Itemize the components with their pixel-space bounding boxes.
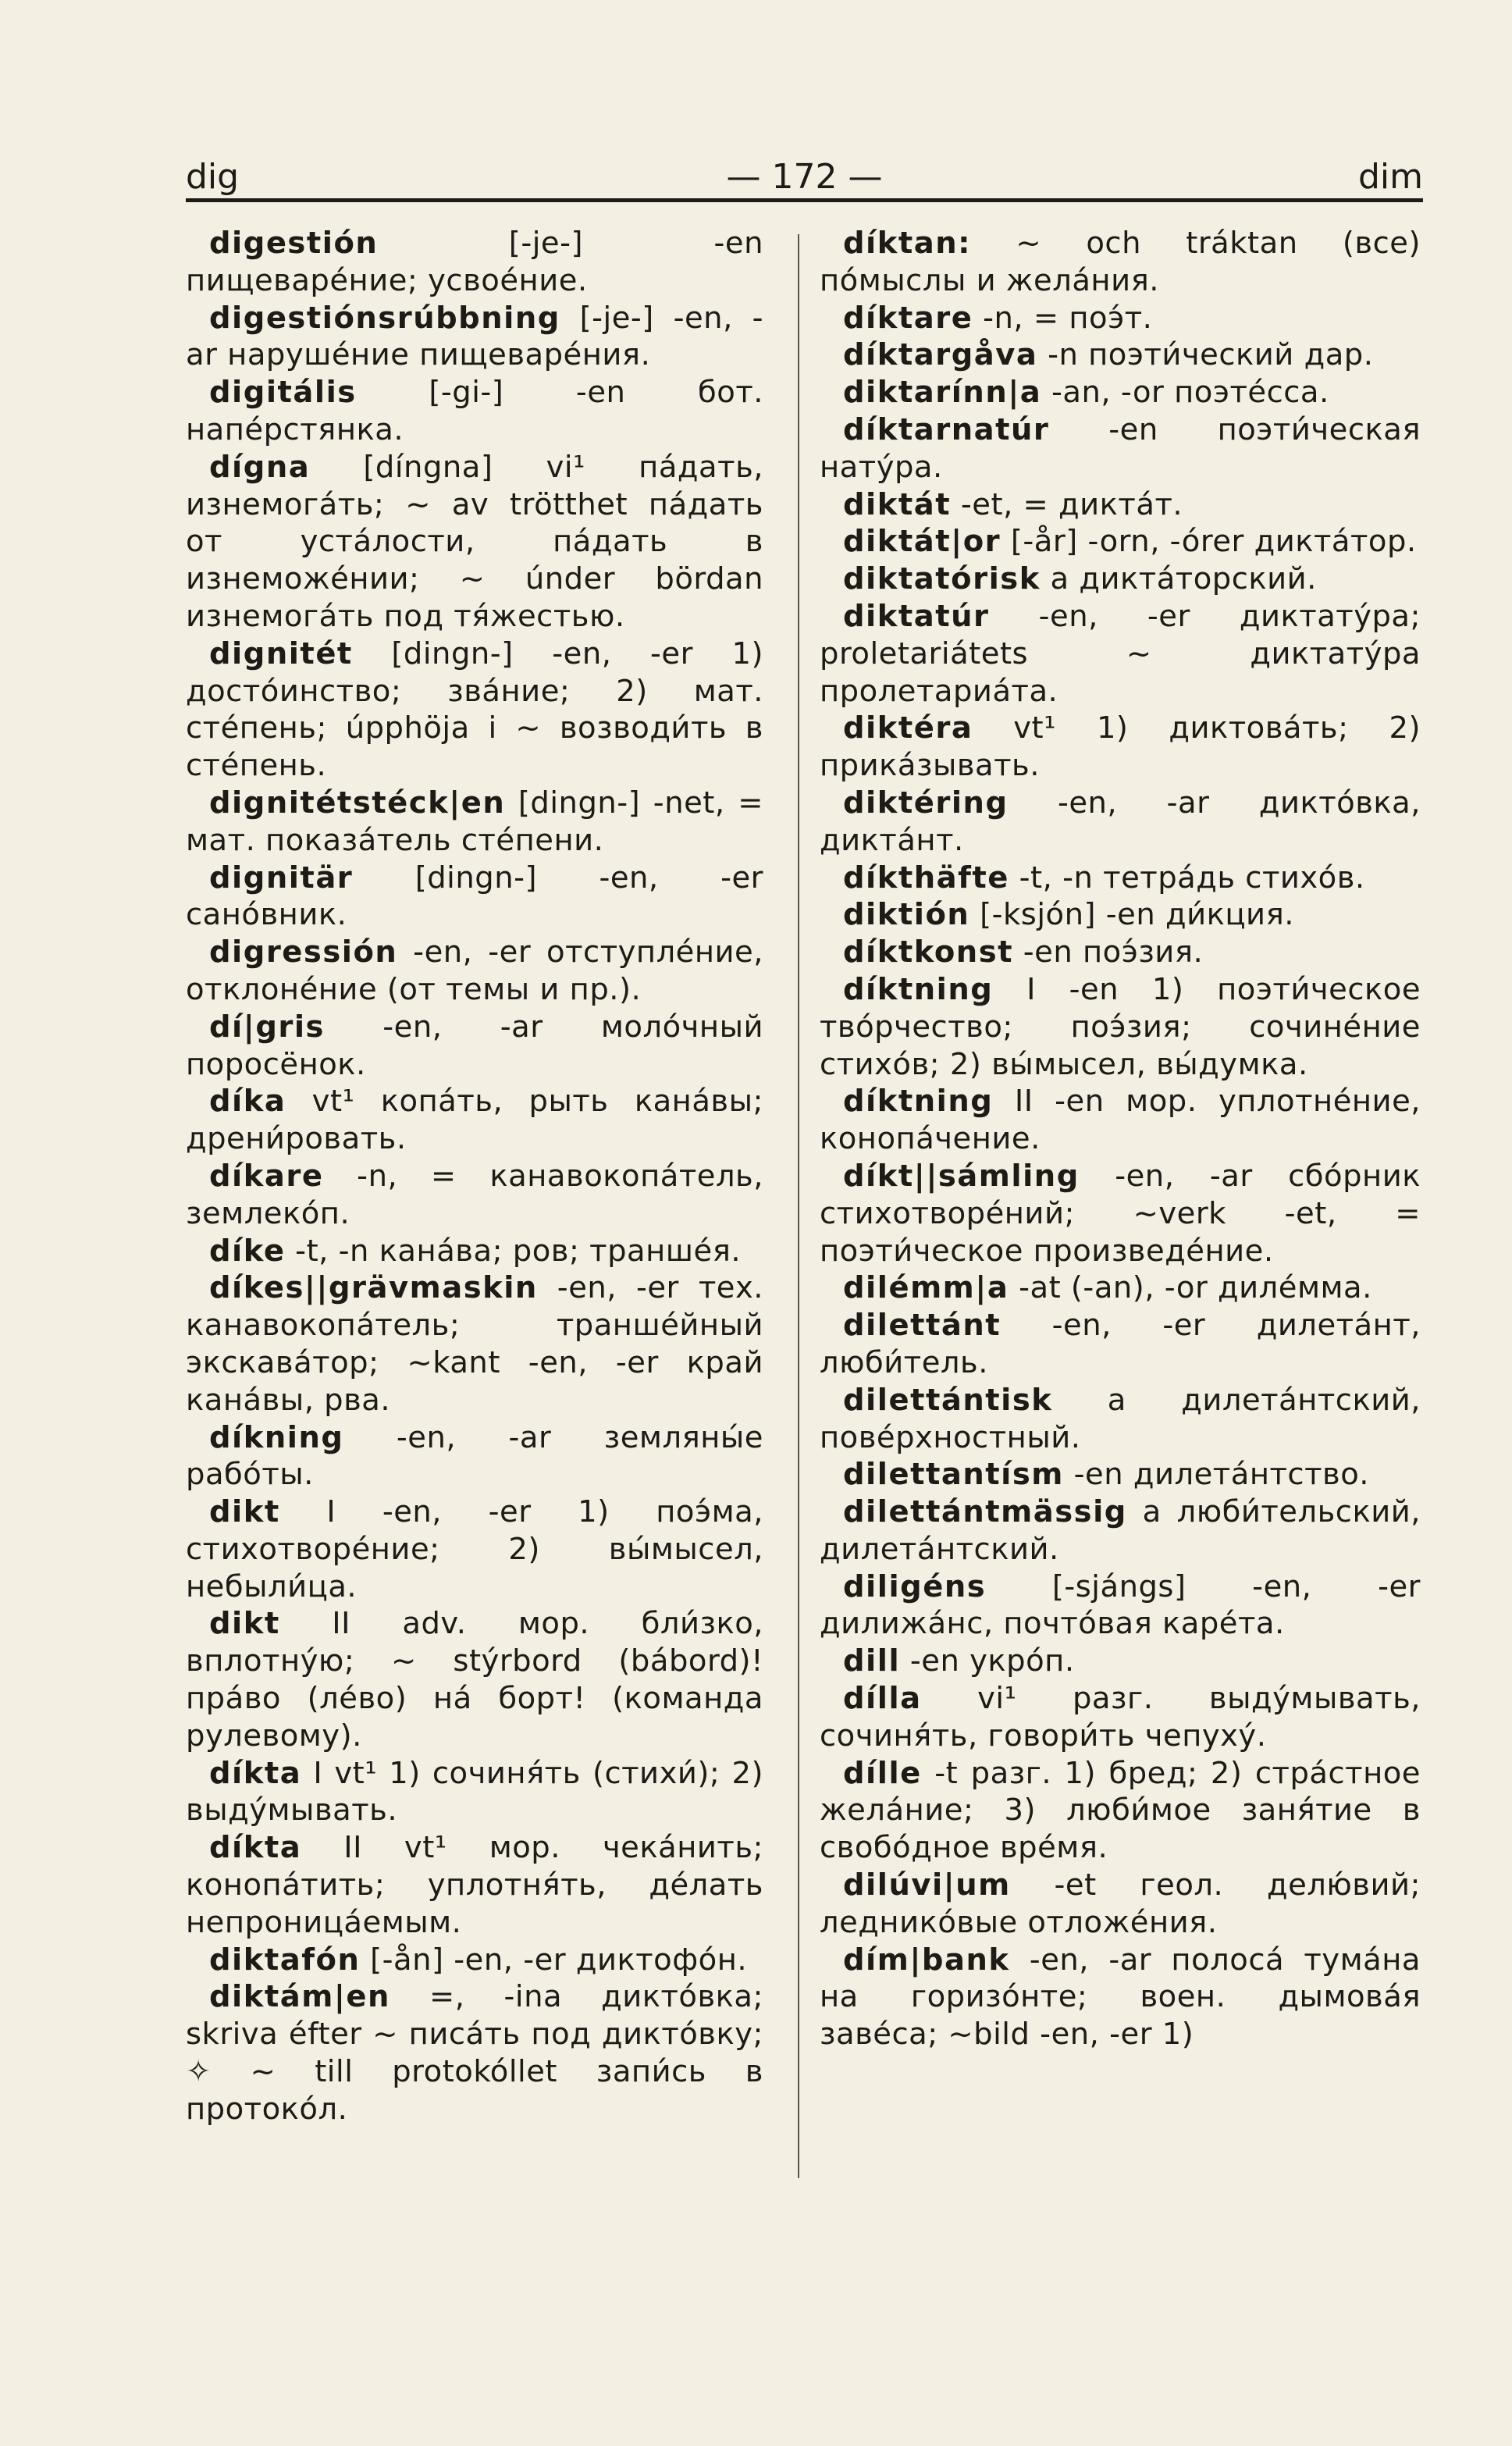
entry-headword: díkes||grävmaskin xyxy=(209,1270,538,1306)
entry-headword: diktatúr xyxy=(843,598,990,634)
column-divider xyxy=(798,234,799,2178)
entry-definition: [-ån] -en, -er диктофо́н. xyxy=(360,1942,748,1978)
entry-definition: -en, -ar дикто́вка, дикта́нт. xyxy=(820,785,1421,858)
entry-definition: -en укро́п. xyxy=(900,1643,1075,1679)
dictionary-entry xyxy=(820,1158,1421,1269)
entry-headword: díktning xyxy=(843,1084,994,1120)
header-right-guideword: dim xyxy=(1357,157,1423,197)
entry-headword: dill xyxy=(843,1643,901,1679)
entry-definition: -en, -er отступле́ние, отклоне́ние (от темы и пр.). xyxy=(186,935,763,1007)
entry-definition: a люби́тельский, дилета́нтский. xyxy=(820,1494,1421,1567)
entry-definition: =, -ina дикто́вка; skriva éfter ~ писа́ть под дикто́вку; ✧ ~ till protokóllet запи́сь в протоко́л. xyxy=(186,1979,763,2127)
entry-definition: -n, = поэ́т. xyxy=(973,300,1153,336)
entry-definition: [dingn-] -en, -er 1) досто́инство; зва́ние; 2) мат. сте́пень; úpphöja i ~ возводи́ть в сте́пень. xyxy=(186,636,763,784)
entry-headword: díktning xyxy=(843,971,994,1007)
entry-headword: dilettánt xyxy=(843,1308,1001,1344)
dictionary-entry xyxy=(186,636,763,785)
dictionary-entry xyxy=(820,300,1421,337)
dictionary-entry xyxy=(820,1867,1421,1942)
entry-headword: díkta xyxy=(209,1755,302,1791)
dictionary-entry xyxy=(186,449,763,636)
entry-definition: vi¹ разг. выду́мывать, сочиня́ть, говори́ть чепуху́. xyxy=(820,1681,1421,1754)
dictionary-entry xyxy=(186,1009,763,1084)
dictionary-entry xyxy=(820,1643,1421,1680)
entry-definition: -en, -er дилета́нт, люби́тель. xyxy=(820,1308,1421,1380)
entry-definition: -n поэти́ческий дар. xyxy=(1037,337,1374,373)
entry-definition: [-ksjón] -en ди́кция. xyxy=(969,897,1294,933)
dictionary-entry xyxy=(186,225,763,300)
dictionary-entry xyxy=(186,1419,763,1494)
entry-definition: -an, -or поэте́сса. xyxy=(1041,375,1329,411)
entry-headword: dilúvi|um xyxy=(843,1867,1011,1903)
dictionary-entry xyxy=(820,785,1421,860)
entry-definition: [díngna] vi¹ па́дать, изнемога́ть; ~ av trötthet па́дать от уста́лости, па́дать в изнеможе́нии; ~ únder bördan изнемога́ть под тя́жестью. xyxy=(186,449,763,634)
entry-definition: -et, = дикта́т. xyxy=(951,486,1183,522)
entry-headword: diktafón xyxy=(209,1942,361,1978)
entry-headword: diktát|or xyxy=(843,524,1001,560)
entry-definition: [dingn-] -net, = мат. показа́тель сте́пени. xyxy=(186,785,763,858)
entry-definition: ~ och tráktan (все) по́мыслы и жела́ния. xyxy=(820,226,1421,298)
dictionary-entry xyxy=(820,486,1421,524)
entry-headword: dignitét xyxy=(209,636,353,671)
entry-headword: diktatórisk xyxy=(843,561,1041,597)
entry-headword: díkta xyxy=(209,1830,302,1866)
entry-definition: [-gi-] -en бот. напе́рстянка. xyxy=(186,375,763,447)
dictionary-entry xyxy=(820,971,1421,1083)
entry-headword: díka xyxy=(209,1084,286,1120)
entry-definition: -en дилета́нтство. xyxy=(1063,1457,1369,1493)
entry-headword: dílle xyxy=(843,1755,922,1791)
entry-headword: díkning xyxy=(209,1419,344,1455)
entry-headword: dikt xyxy=(209,1606,280,1642)
dictionary-entry xyxy=(186,1494,763,1605)
dictionary-entry xyxy=(820,523,1421,561)
entry-headword: díktkonst xyxy=(843,935,1014,970)
entry-headword: dígna xyxy=(209,449,311,485)
entry-definition: I vt¹ 1) сочиня́ть (стихи́); 2) выду́мывать. xyxy=(186,1755,763,1828)
dictionary-entry xyxy=(186,934,763,1009)
dictionary-entry xyxy=(186,1269,763,1419)
dictionary-entry xyxy=(820,1494,1421,1568)
entry-headword: dilettántisk xyxy=(843,1382,1053,1418)
entry-headword: digestiónsrúbbning xyxy=(209,300,560,336)
entry-definition: -t, -n кана́ва; ров; транше́я. xyxy=(285,1233,742,1269)
entry-definition: I -en, -er 1) поэ́ма, стихотворе́ние; 2) вы́мысел, небыли́ца. xyxy=(186,1494,763,1604)
dictionary-entry xyxy=(186,1829,763,1941)
entry-headword: diktám|en xyxy=(209,1979,390,2015)
dictionary-entry xyxy=(820,1755,1421,1867)
entry-headword: diktát xyxy=(843,486,952,522)
dictionary-entry xyxy=(820,598,1421,710)
entry-definition: a дилета́нтский, пове́рхностный. xyxy=(820,1382,1421,1455)
entry-headword: díkthäfte xyxy=(843,860,1009,895)
entry-headword: dilémm|a xyxy=(843,1270,1009,1306)
dictionary-entry xyxy=(820,1568,1421,1643)
dictionary-entry xyxy=(186,300,763,375)
entry-headword: díke xyxy=(209,1233,286,1269)
entry-definition: II vt¹ мор. чека́нить; конопа́тить; уплотня́ть, де́лать непроница́емым. xyxy=(186,1830,763,1940)
entry-definition: -en поэти́ческая нату́ра. xyxy=(820,411,1421,485)
left-column xyxy=(186,225,763,2128)
entry-definition: II adv. мор. бли́зко, вплотну́ю; ~ stýrbord (bábord)! пра́во (ле́во) на́ борт! (команда рулевому). xyxy=(186,1606,763,1754)
entry-definition: [-sjángs] -en, -er дилижа́нс, почто́вая каре́та. xyxy=(820,1568,1421,1642)
dictionary-entry xyxy=(186,1083,763,1158)
entry-definition: I -en 1) поэти́ческое тво́рчество; поэ́зия; сочине́ние стихо́в; 2) вы́мысел, вы́думка. xyxy=(820,971,1421,1082)
dictionary-entry xyxy=(820,225,1421,300)
entry-definition: -n, = канавокопа́тель, землеко́п. xyxy=(186,1158,763,1231)
dictionary-entry xyxy=(820,860,1421,897)
entry-headword: digitális xyxy=(209,375,357,411)
entry-headword: díktan: xyxy=(843,226,972,261)
dictionary-entry xyxy=(186,1978,763,2127)
entry-definition: -en, -er диктату́ра; proletariátets ~ диктату́ра пролетариа́та. xyxy=(820,598,1421,709)
dictionary-entry xyxy=(186,785,763,860)
dictionary-entry xyxy=(186,860,763,935)
entry-definition: -en, -er тех. канавокопа́тель; транше́йный экскава́тор; ~kant -en, -er край кана́вы, рва. xyxy=(186,1270,763,1418)
entry-definition: -en, -ar сбо́рник стихотворе́ний; ~verk -et, = поэти́ческое произведе́ние. xyxy=(820,1158,1421,1269)
entry-definition: -en, -ar земляны́е рабо́ты. xyxy=(186,1419,763,1493)
entry-headword: dím|bank xyxy=(843,1942,1010,1978)
dictionary-entry xyxy=(820,1083,1421,1158)
dictionary-entry xyxy=(820,374,1421,411)
dictionary-entry xyxy=(186,1605,763,1754)
right-column xyxy=(820,225,1421,2053)
dictionary-entry xyxy=(186,1233,763,1270)
dictionary-entry xyxy=(820,561,1421,598)
dictionary-entry xyxy=(820,934,1421,971)
dictionary-entry xyxy=(820,710,1421,785)
dictionary-entry xyxy=(820,411,1421,486)
entry-headword: digressión xyxy=(209,935,398,970)
entry-definition: a дикта́торский. xyxy=(1040,561,1317,597)
entry-definition: -et геол. делю́вий; леднико́вые отложе́ния. xyxy=(820,1867,1421,1940)
entry-headword: díktare xyxy=(843,300,973,336)
entry-headword: dignitétstéck|en xyxy=(209,785,506,821)
entry-headword: dílla xyxy=(843,1681,922,1717)
header-rule xyxy=(186,198,1423,202)
entry-definition: -t, -n тетра́дь стихо́в. xyxy=(1009,860,1365,895)
entry-headword: diktéring xyxy=(843,785,1009,821)
page-header xyxy=(186,148,1423,203)
entry-definition: -en поэ́зия. xyxy=(1013,935,1204,970)
entry-definition: vt¹ 1) диктова́ть; 2) прика́зывать. xyxy=(820,710,1421,784)
entry-headword: dikt xyxy=(209,1494,280,1530)
dictionary-entry xyxy=(820,1456,1421,1494)
dictionary-entry xyxy=(820,336,1421,374)
entry-headword: diligéns xyxy=(843,1568,987,1604)
entry-headword: díktarnatúr xyxy=(843,411,1050,447)
dictionary-entry xyxy=(186,1158,763,1233)
entry-definition: [-år] -orn, -órer дикта́тор. xyxy=(1001,524,1417,560)
entry-headword: díkt||sámling xyxy=(843,1158,1080,1194)
entry-definition: [-je-] -en, -ar наруше́ние пищеваре́ния. xyxy=(186,300,763,373)
entry-definition: [-je-] -en пищеваре́ние; усвое́ние. xyxy=(186,226,763,298)
dictionary-entry xyxy=(186,374,763,449)
entry-headword: dí|gris xyxy=(209,1009,325,1045)
dictionary-entry xyxy=(820,896,1421,934)
entry-headword: diktarínn|a xyxy=(843,375,1042,411)
entry-headword: dignitär xyxy=(209,860,354,895)
entry-definition: -at (-an), -or диле́мма. xyxy=(1009,1270,1372,1306)
page-number: — 172 — xyxy=(726,157,883,197)
dictionary-entry xyxy=(820,1680,1421,1755)
dictionary-entry xyxy=(186,1942,763,1979)
entry-headword: diktéra xyxy=(843,710,973,746)
entry-headword: digestión xyxy=(209,226,379,261)
dictionary-entry xyxy=(820,1307,1421,1382)
entry-headword: dilettantísm xyxy=(843,1457,1064,1493)
entry-definition: [dingn-] -en, -er сано́вник. xyxy=(186,860,763,933)
dictionary-entry xyxy=(820,1269,1421,1307)
entry-definition: vt¹ копа́ть, рыть кана́вы; дрени́ровать. xyxy=(186,1084,763,1157)
entry-headword: dilettántmässig xyxy=(843,1494,1127,1530)
dictionary-entry xyxy=(820,1382,1421,1457)
header-left-guideword: dig xyxy=(186,157,240,197)
dictionary-entry xyxy=(186,1755,763,1830)
entry-definition: -t разг. 1) бред; 2) стра́стное жела́ние; 3) люби́мое заня́тие в свобо́дное вре́мя. xyxy=(820,1755,1421,1866)
entry-definition: -en, -ar моло́чный поросёнок. xyxy=(186,1009,763,1082)
entry-definition: II -en мор. уплотне́ние, конопа́чение. xyxy=(820,1084,1421,1157)
entry-definition: -en, -ar полоса́ тума́на на горизо́нте; воен. дымова́я заве́са; ~bild -en, -er 1) xyxy=(820,1942,1421,2053)
dictionary-entry xyxy=(820,1942,1421,2053)
entry-headword: diktión xyxy=(843,897,970,933)
entry-headword: díkare xyxy=(209,1158,324,1194)
entry-headword: díktargåva xyxy=(843,337,1038,373)
